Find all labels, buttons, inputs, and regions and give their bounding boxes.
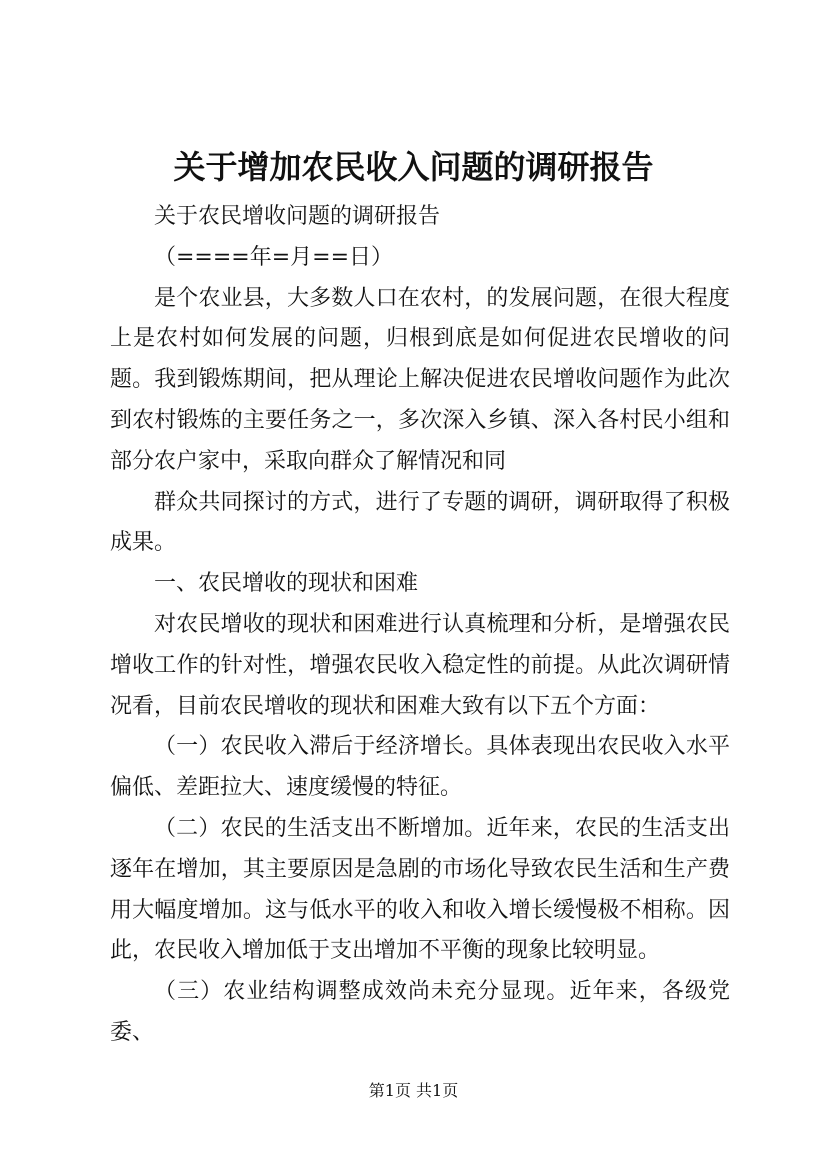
analysis-paragraph: 对农民增收的现状和困难进行认真梳理和分析，是增强农民增收工作的针对性，增强农民收入稳定性的前提。从此次调研情况看，目前农民增收的现状和困难大致有以下五个方面： bbox=[110, 611, 730, 719]
point-one-paragraph: （一）农民收入滞后于经济增长。具体表现出农民收入水平偏低、差距拉大、速度缓慢的特征。 bbox=[110, 734, 730, 801]
page-number-footer: 第1页 共1页 bbox=[368, 1081, 459, 1100]
intro-continuation-paragraph: 群众共同探讨的方式，进行了专题的调研，调研取得了积极成果。 bbox=[110, 489, 730, 556]
intro-paragraph: 是个农业县，大多数人口在农村，的发展问题，在很大程度上是农村如何发展的问题，归根到底是如何促进农民增收的问题。我到锻炼期间，把从理论上解决促进农民增收问题作为此次到农村锻炼的主要任务之一，多次深入乡镇、深入各村民小组和部分农户家中，采取向群众了解情况和同 bbox=[110, 285, 730, 474]
point-two-paragraph: （二）农民的生活支出不断增加。近年来，农民的生活支出逐年在增加，其主要原因是急剧的市场化导致农民生活和生产费用大幅度增加。这与低水平的收入和收入增长缓慢极不相称。因此，农民收入增加低于支出增加不平衡的现象比较明显。 bbox=[110, 815, 730, 964]
document-title: 关于增加农民收入问题的调研报告 bbox=[173, 148, 654, 186]
document-body bbox=[110, 197, 730, 1054]
subtitle-paragraph: 关于农民增收问题的调研报告 bbox=[154, 204, 441, 229]
point-three-paragraph: （三）农业结构调整成效尚未充分显现。近年来，各级党委、 bbox=[110, 979, 730, 1045]
date-paragraph: （====年=月==日） bbox=[154, 244, 394, 270]
section-heading: 一、农民增收的现状和困难 bbox=[154, 571, 419, 597]
